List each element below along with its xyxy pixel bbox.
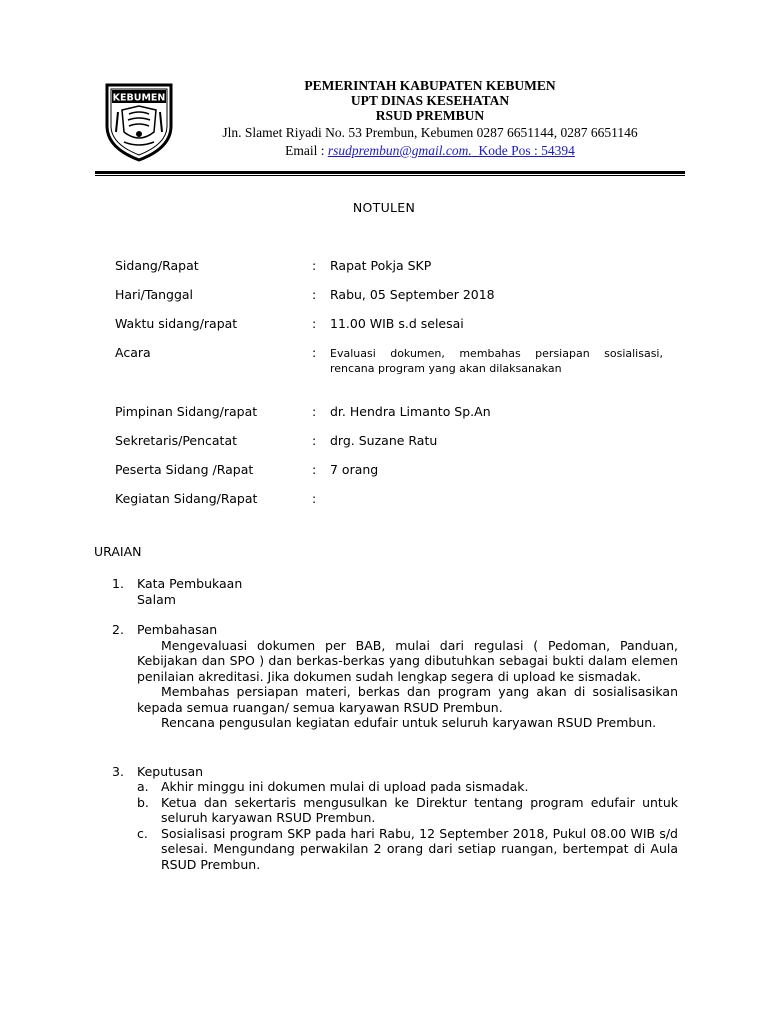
- info-colon: :: [312, 345, 317, 360]
- header-email-line: [190, 142, 670, 160]
- info-row: [115, 433, 675, 462]
- item-title: Kata Pembukaan: [137, 576, 243, 591]
- info-colon: :: [312, 258, 317, 273]
- uraian-body: [112, 576, 678, 872]
- item-subtitle: Salam: [137, 591, 176, 607]
- info-label: Pimpinan Sidang/rapat: [115, 404, 258, 419]
- info-value: [330, 491, 663, 520]
- paragraph: Rencana pengusulan kegiatan edufair untuk seluruh karyawan RSUD Prembun.: [161, 715, 657, 730]
- meeting-info: [115, 258, 675, 520]
- info-colon: :: [312, 491, 317, 506]
- info-value: Evaluasi dokumen, membahas persiapan sosialisasi, rencana program yang akan dilaksanakan: [330, 347, 663, 375]
- info-colon: :: [312, 404, 317, 419]
- header-line-2: UPT DINAS KESEHATAN: [350, 93, 510, 108]
- info-label: Sidang/Rapat: [115, 258, 199, 273]
- info-value: drg. Suzane Ratu: [330, 433, 438, 448]
- header-line-1: PEMERINTAH KABUPATEN KEBUMEN: [304, 78, 556, 93]
- list-item: [112, 764, 678, 873]
- header-divider-thin: [95, 175, 685, 176]
- paragraph: Membahas persiapan materi, berkas dan program yang akan di sosialisasikan kepada semua ruangan/ semua karyawan RSUD Prembun.: [137, 684, 678, 715]
- info-value: Rabu, 05 September 2018: [330, 287, 495, 302]
- header-line-3: RSUD PREMBUN: [375, 108, 485, 123]
- item-number: 3.: [112, 763, 124, 779]
- sub-item-letter: a.: [137, 779, 149, 794]
- info-colon: :: [312, 287, 317, 302]
- list-item: [112, 576, 678, 607]
- item-title: Keputusan: [137, 763, 204, 779]
- email-link[interactable]: rsudprembun@gmail.com.: [327, 143, 472, 158]
- info-label: Peserta Sidang /Rapat: [115, 462, 254, 477]
- kebumen-logo: [104, 82, 174, 162]
- info-label: Waktu sidang/rapat: [115, 316, 238, 331]
- info-colon: :: [312, 316, 317, 331]
- info-colon: :: [312, 433, 317, 448]
- sub-item-letter: c.: [137, 825, 148, 841]
- info-label: Acara: [115, 345, 151, 360]
- sub-item: [137, 826, 678, 873]
- logo-text: KEBUMEN: [112, 92, 166, 104]
- info-row: [115, 491, 675, 520]
- item-number: 1.: [112, 576, 124, 591]
- info-value: 11.00 WIB s.d selesai: [330, 316, 464, 331]
- info-value: 7 orang: [330, 462, 379, 477]
- info-row: [115, 258, 675, 287]
- page-title: NOTULEN: [352, 200, 416, 215]
- sub-item: [137, 795, 678, 826]
- item-title: Pembahasan: [137, 622, 218, 637]
- info-row: [115, 345, 675, 404]
- info-colon: :: [312, 462, 317, 477]
- item-number: 2.: [112, 622, 124, 637]
- list-item: [112, 622, 678, 731]
- postal-code: Kode Pos : 54394: [471, 143, 575, 158]
- info-label: Hari/Tanggal: [115, 287, 194, 302]
- info-row: [115, 462, 675, 491]
- header-divider-thick: [95, 171, 685, 174]
- paragraph: Mengevaluasi dokumen per BAB, mulai dari regulasi ( Pedoman, Panduan, Kebijakan dan SPO ) dan berkas-berkas yang dibutuhkan sebagai bukti dalam elemen penilaian akreditasi. Jika dokumen sudah lengkap segera di upload ke sismadak.: [137, 637, 678, 684]
- sub-item-text: Ketua dan sekertaris mengusulkan ke Direktur tentang program edufair untuk seluruh karyawan RSUD Prembun.: [161, 794, 678, 825]
- sub-item-letter: b.: [137, 794, 149, 810]
- info-row: [115, 404, 675, 433]
- info-value: Rapat Pokja SKP: [330, 258, 432, 273]
- sub-item-text: Akhir minggu ini dokumen mulai di upload pada sismadak.: [161, 779, 529, 794]
- letterhead: [190, 78, 670, 160]
- info-row: [115, 316, 675, 345]
- info-label: Sekretaris/Pencatat: [115, 433, 238, 448]
- uraian-heading: URAIAN: [94, 544, 142, 559]
- email-label: Email :: [285, 143, 328, 158]
- info-label: Kegiatan Sidang/Rapat: [115, 491, 258, 506]
- sub-item-text: Sosialisasi program SKP pada hari Rabu, 12 September 2018, Pukul 08.00 WIB s/d selesai. Mengundang perwakilan 2 orang dari setiap ruangan, bertempat di Aula RSUD Prembun.: [161, 825, 678, 872]
- info-row: [115, 287, 675, 316]
- sub-item: [137, 779, 678, 795]
- header-address: Jln. Slamet Riyadi No. 53 Prembun, Kebumen 0287 6651144, 0287 6651146: [222, 125, 638, 140]
- info-value: dr. Hendra Limanto Sp.An: [330, 404, 491, 419]
